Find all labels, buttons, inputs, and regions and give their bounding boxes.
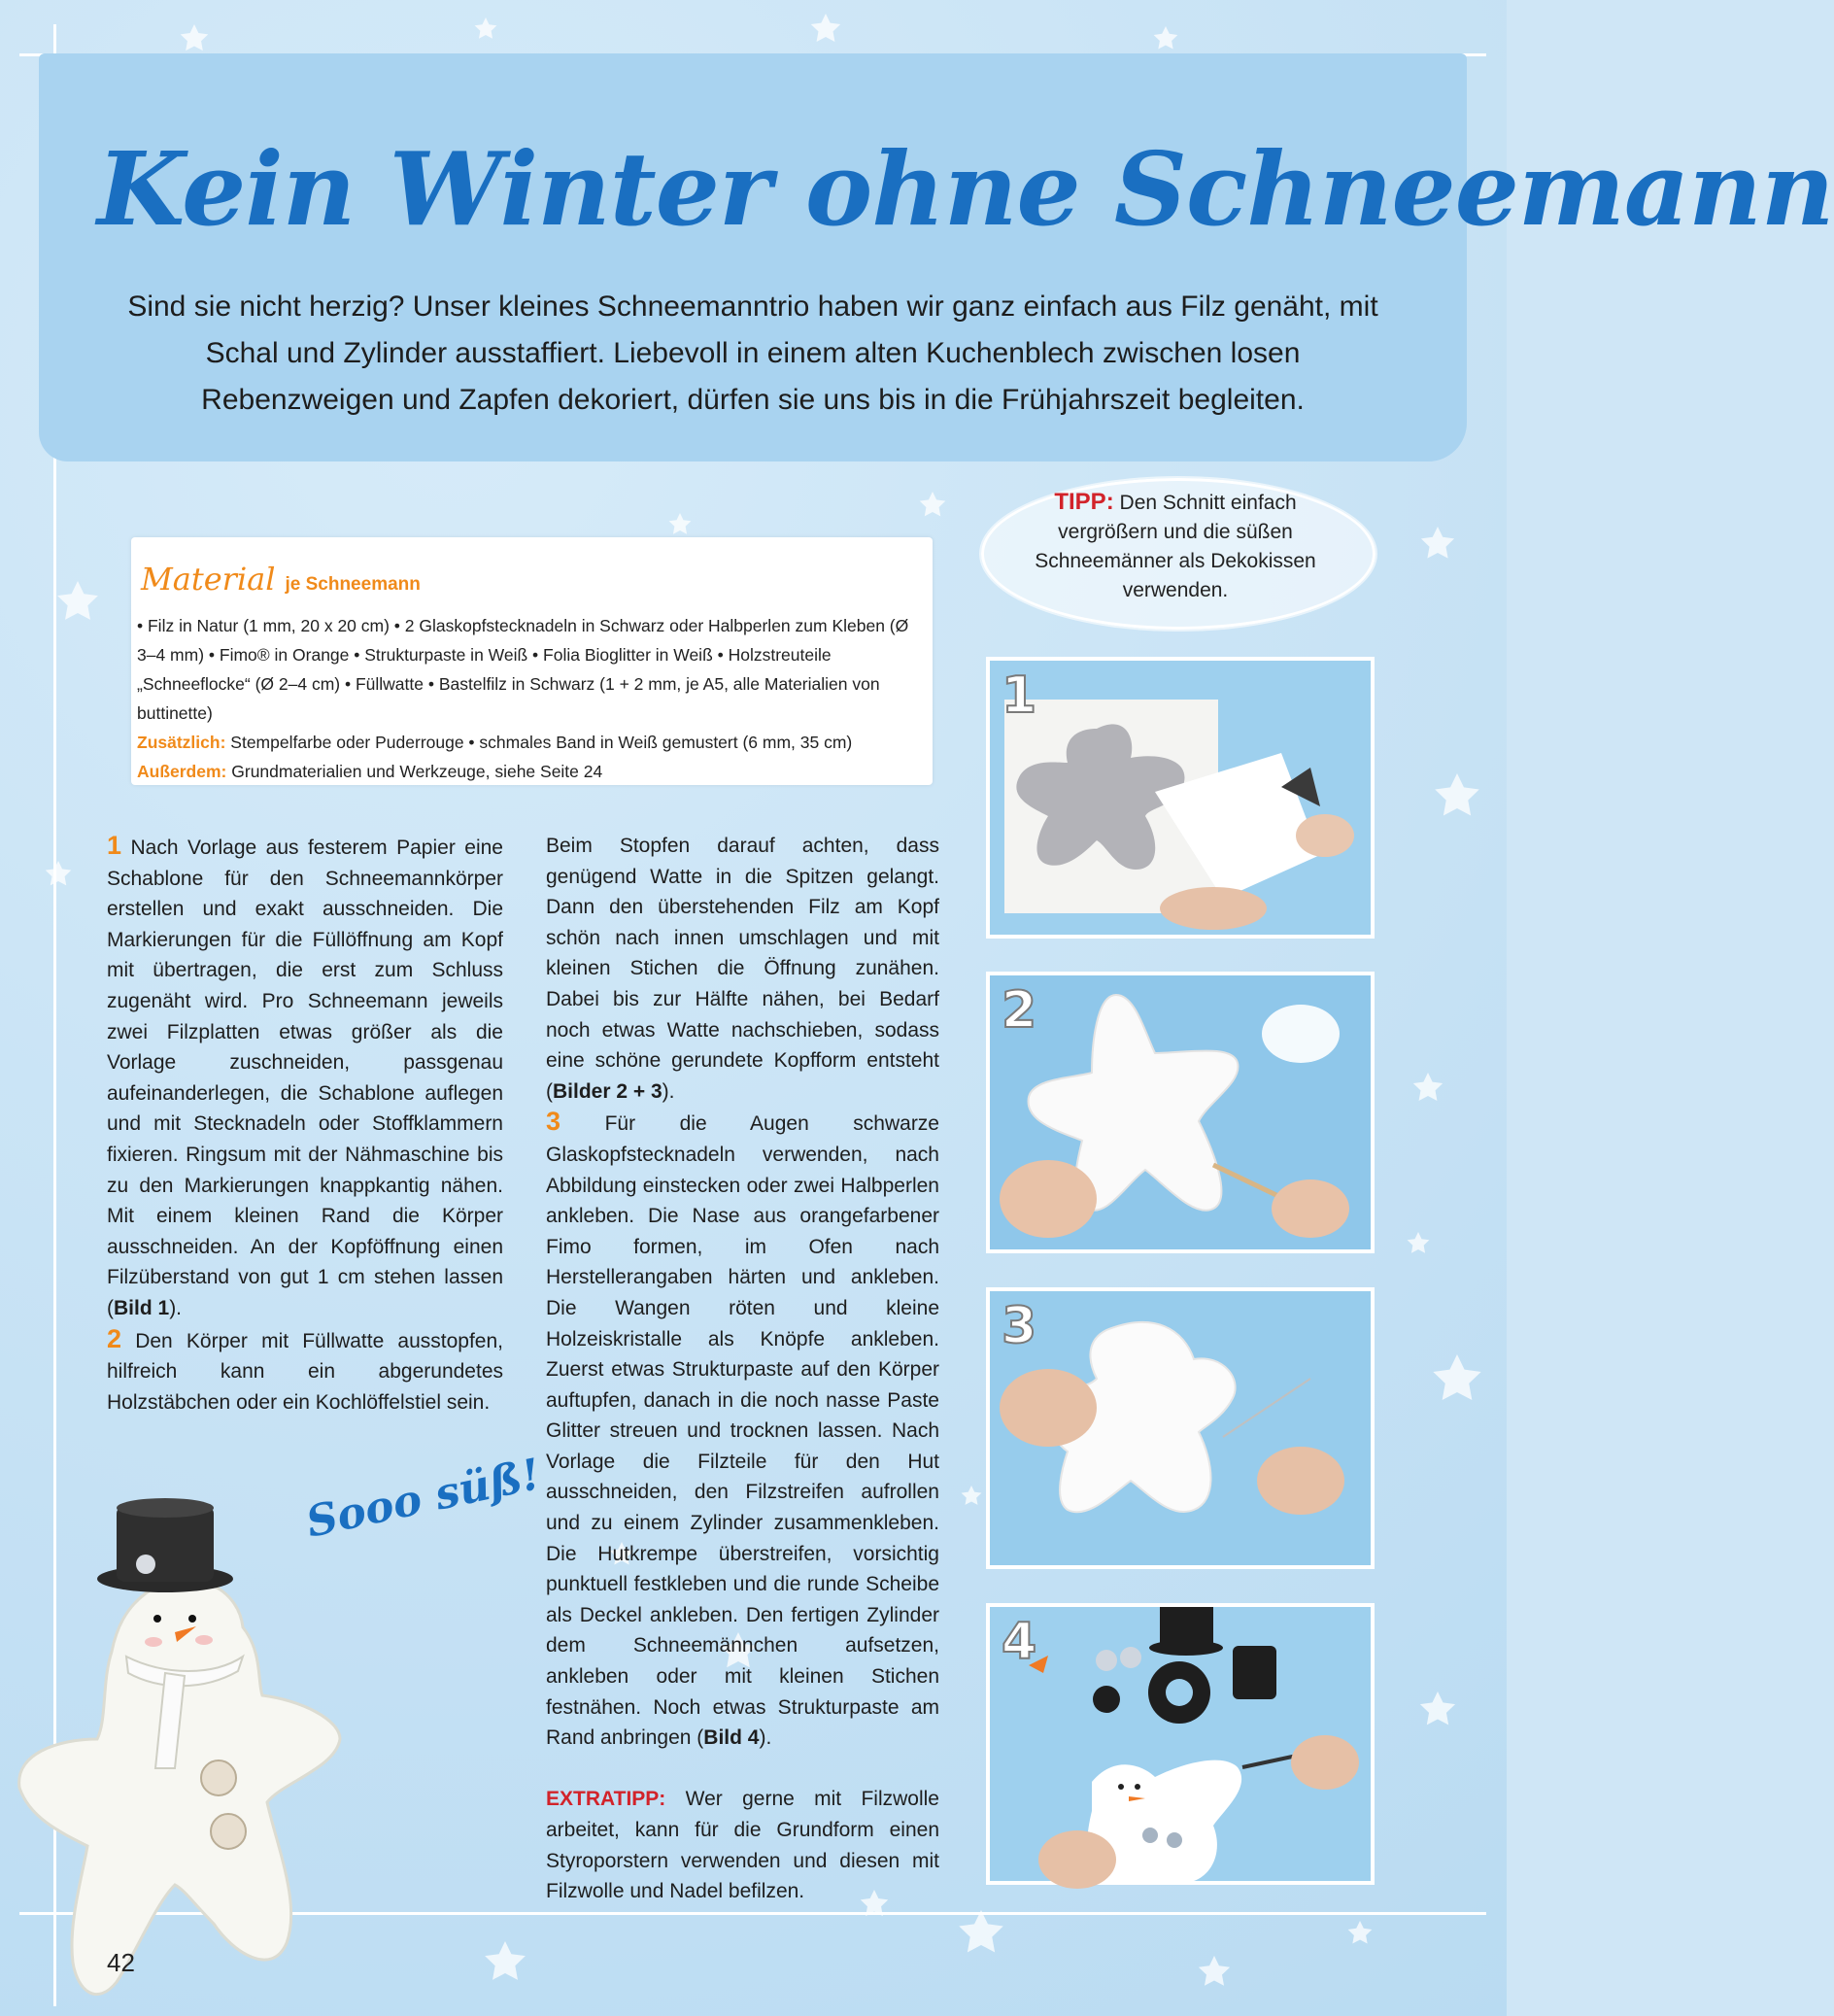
- material-extra-label: Zusätzlich:: [137, 733, 226, 752]
- sooo-suess-label: Sooo süß!: [301, 1449, 545, 1548]
- material-items: • Filz in Natur (1 mm, 20 x 20 cm) • 2 Glaskopfstecknadeln in Schwarz oder Halbperlen zum Kleben (Ø 3–4 mm) • Fimo® in Orange • Strukturpaste in Weiß • Folia Bioglitter in Weiß • Holzstreuteile „Schneeflocke“ (Ø 2–4 cm) • Füllwatte • Bastelfilz in Schwarz (1 + 2 mm, je A5, alle Materialien von buttinette): [137, 616, 909, 723]
- page-title: Kein Winter ohne Schneemann: [97, 129, 1834, 249]
- material-also-label: Außerdem:: [137, 762, 227, 781]
- step-1-text: Nach Vorlage aus festerem Papier eine Schablone für den Schneemannkörper erstellen und exakt ausschneiden. Die Markierungen für die Füllöffnung am Kopf mit übertragen, die erst zum Schluss zugenäht wird. Pro Schneemann jeweils zwei Filzplatten etwas größer als die Vorlage zuschneiden, passgenau aufeinanderlegen, die Schablone auflegen und mit Stecknadeln oder Stoffklammern fixieren. Ringsum mit der Nähmaschine bis zu den Markierungen knappkantig nähen. Mit einem kleinen Rand die Körper ausschneiden. An der Kopföffnung einen Filzüberstand von gut 1 cm stehen lassen (: [107, 837, 503, 1319]
- material-box: [131, 537, 933, 785]
- material-subtitle: je Schneemann: [285, 574, 421, 595]
- step-2-ref: Bilder 2 + 3: [553, 1079, 662, 1103]
- extratipp-text: Wer gerne mit Filzwolle arbeitet, kann für die Grundform einen Styroporstern verwenden und diesen mit Filzwolle und Nadel befilzen.: [546, 1788, 939, 1903]
- photo-3-number: 3: [1002, 1297, 1037, 1355]
- intro-paragraph: Sind sie nicht herzig? Unser kleines Schneemanntrio haben wir ganz einfach aus Filz genäht, mit Schal und Zylinder ausstaffiert. Liebevoll in einem alten Kuchenblech zwischen losen Rebenzweigen und Zapfen dekoriert, dürfen sie uns bis in die Frühjahrszeit begleiten.: [127, 290, 1378, 416]
- step-2-number: 2: [107, 1323, 122, 1353]
- photo-2-illustration: [990, 975, 1371, 1249]
- tipp-box: [1005, 488, 1345, 614]
- photo-step-2: [986, 972, 1375, 1253]
- material-list: [137, 611, 924, 786]
- page-number: 42: [107, 1948, 135, 1977]
- step-3-number: 3: [546, 1107, 561, 1137]
- step-2-text: Den Körper mit Füllwatte ausstopfen, hilfreich kann ein abgerundetes Holzstäbchen oder ein Kochlöffelstiel sein.: [107, 1329, 503, 1414]
- tipp-text: Den Schnitt einfach vergrößern und die süßen Schneemänner als Dekokissen verwenden.: [1035, 492, 1316, 601]
- instructions-column-2: [546, 831, 939, 1907]
- step-3-text: Für die Augen schwarze Glaskopfstecknadeln verwenden, nach Abbildung einstecken oder zwei Halbperlen ankleben. Die Nase aus orangefarbener Fimo formen, im Ofen nach Herstellerangaben härten und ankleben. Die Wangen röten und kleine Holzeiskristalle als Knöpfe ankleben. Zuerst etwas Strukturpaste auf den Körper auftupfen, danach in die noch nasse Paste Glitter streuen und trocknen lassen. Nach Vorlage die Filzteile für den Hut ausschneiden, den Filzstreifen aufrollen und zu einem Zylinder zusammenkleben. Die Hutkrempe überstreifen, vorsichtig punktuell festkleben und die runde Scheibe als Deckel ankleben. Den fertigen Zylinder dem Schneemännchen aufsetzen, ankleben oder mit kleinen Stichen festnähen. Noch etwas Strukturpaste am Rand anbringen (: [546, 1112, 939, 1750]
- material-title: Material: [141, 561, 276, 598]
- photo-step-4: [986, 1603, 1375, 1885]
- tipp-label: TIPP:: [1054, 489, 1114, 515]
- step-1-ref: Bild 1: [114, 1296, 170, 1319]
- step-1-end: ).: [169, 1296, 183, 1319]
- photo-2-number: 2: [1002, 981, 1037, 1040]
- photo-4-illustration: [990, 1607, 1371, 1881]
- material-extra: [137, 728, 924, 757]
- instructions-column-1: [107, 831, 503, 1418]
- photo-3-illustration: [990, 1291, 1371, 1565]
- step-3-end: ).: [759, 1726, 772, 1750]
- material-heading: [141, 561, 421, 603]
- extratipp-label: EXTRATIPP:: [546, 1788, 666, 1811]
- photo-step-3: [986, 1287, 1375, 1569]
- material-also-text: Grundmaterialien und Werkzeuge, siehe Seite 24: [231, 762, 603, 781]
- photo-1-number: 1: [1002, 666, 1037, 725]
- photo-1-illustration: [990, 661, 1371, 935]
- step-2-end: ).: [662, 1079, 675, 1103]
- photo-step-1: [986, 657, 1375, 939]
- step-2-continued: Beim Stopfen darauf achten, dass genügend Watte in die Spitzen gelangt. Dann den überstehenden Filz am Kopf schön nach innen umschlagen und mit kleinen Stichen die Öffnung zunähen. Dabei bis zur Hälfte nähen, bei Bedarf noch etwas Watte nachschieben, sodass eine schöne gerundete Kopfform entsteht (: [546, 835, 939, 1103]
- step-1-number: 1: [107, 831, 122, 860]
- photo-4-number: 4: [1002, 1613, 1037, 1671]
- material-also: [137, 757, 924, 786]
- material-extra-text: Stempelfarbe oder Puderrouge • schmales Band in Weiß gemustert (6 mm, 35 cm): [230, 733, 853, 752]
- step-3-ref: Bild 4: [703, 1726, 760, 1750]
